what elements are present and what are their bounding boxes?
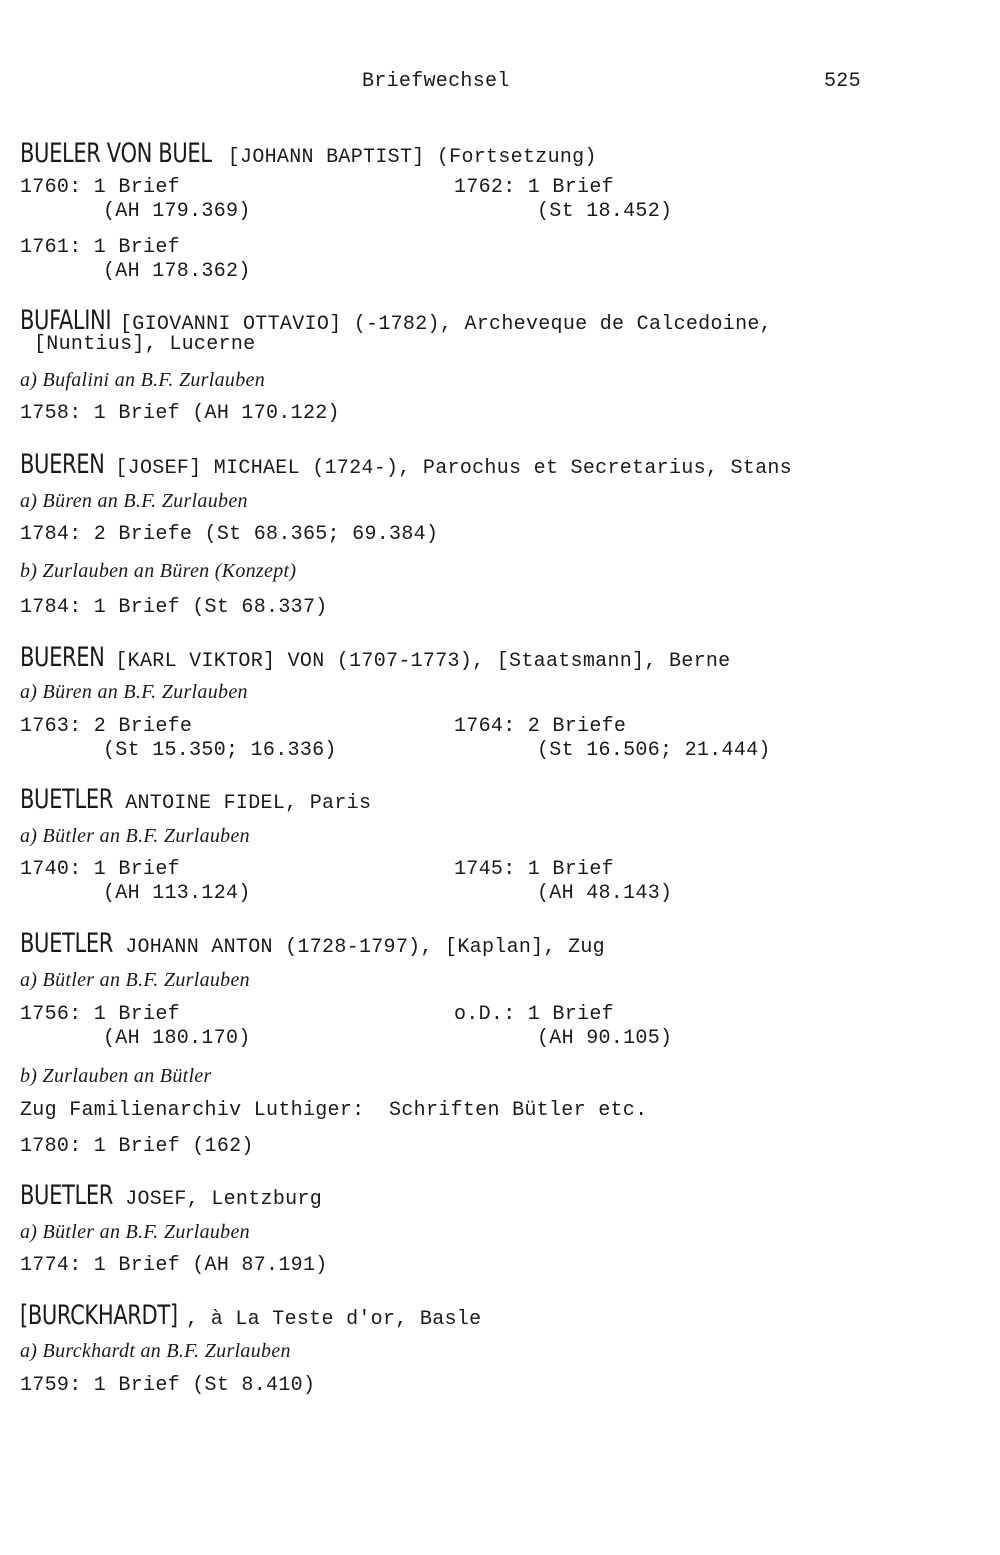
entry-details: [JOHANN BAPTIST] (Fortsetzung) bbox=[227, 146, 597, 169]
correspondence-direction: a) Büren an B.F. Zurlauben bbox=[20, 681, 248, 703]
letter-count: 1740: 1 Brief bbox=[20, 858, 180, 881]
archive-reference: (St 18.452) bbox=[537, 200, 673, 223]
entry-heading bbox=[20, 1181, 322, 1215]
letter-line: 1784: 1 Brief (St 68.337) bbox=[20, 596, 328, 619]
entry-heading bbox=[20, 139, 597, 173]
entry-details: JOSEF, Lentzburg bbox=[125, 1188, 323, 1211]
entry-name: BUEREN bbox=[20, 449, 105, 480]
entry-heading bbox=[20, 643, 730, 677]
letter-count: o.D.: 1 Brief bbox=[454, 1003, 614, 1026]
correspondence-direction: a) Bufalini an B.F. Zurlauben bbox=[20, 369, 265, 391]
entry-name: BUEREN bbox=[20, 642, 105, 673]
archive-source-line: Zug Familienarchiv Luthiger: Schriften Bütler etc. bbox=[20, 1099, 648, 1122]
archive-reference: (AH 180.170) bbox=[103, 1027, 251, 1050]
page-number: 525 bbox=[824, 70, 861, 93]
letter-count: 1745: 1 Brief bbox=[454, 858, 614, 881]
correspondence-direction: a) Bütler an B.F. Zurlauben bbox=[20, 969, 250, 991]
archive-reference: (AH 178.362) bbox=[103, 260, 251, 283]
letter-line: 1759: 1 Brief (St 8.410) bbox=[20, 1374, 316, 1397]
correspondence-direction: b) Zurlauben an Bütler bbox=[20, 1065, 212, 1087]
entry-details: JOHANN ANTON (1728-1797), [Kaplan], Zug bbox=[125, 936, 605, 959]
entry-heading bbox=[20, 929, 605, 963]
archive-reference: (AH 113.124) bbox=[103, 882, 251, 905]
letter-count: 1762: 1 Brief bbox=[454, 176, 614, 199]
archive-reference: (AH 179.369) bbox=[103, 200, 251, 223]
letter-line: 1780: 1 Brief (162) bbox=[20, 1135, 254, 1158]
correspondence-direction: a) Burckhardt an B.F. Zurlauben bbox=[20, 1340, 291, 1362]
letter-line: 1758: 1 Brief (AH 170.122) bbox=[20, 402, 340, 425]
entry-name: [BURCKHARDT] bbox=[20, 1300, 178, 1331]
archive-reference: (St 15.350; 16.336) bbox=[103, 739, 337, 762]
archive-reference: (AH 48.143) bbox=[537, 882, 673, 905]
letter-count: 1756: 1 Brief bbox=[20, 1003, 180, 1026]
entry-name: BUETLER bbox=[20, 928, 113, 959]
running-title: Briefwechsel bbox=[362, 70, 510, 93]
entry-name: BUETLER bbox=[20, 784, 113, 815]
letter-line: 1774: 1 Brief (AH 87.191) bbox=[20, 1254, 328, 1277]
correspondence-direction: a) Bütler an B.F. Zurlauben bbox=[20, 1221, 250, 1243]
letter-count: 1761: 1 Brief bbox=[20, 236, 180, 259]
entry-heading bbox=[20, 450, 792, 484]
archive-reference: (St 16.506; 21.444) bbox=[537, 739, 771, 762]
letter-line: 1784: 2 Briefe (St 68.365; 69.384) bbox=[20, 523, 439, 546]
entry-name: BUELER VON BUEL bbox=[20, 138, 212, 169]
correspondence-direction: a) Büren an B.F. Zurlauben bbox=[20, 490, 248, 512]
letter-count: 1763: 2 Briefe bbox=[20, 715, 193, 738]
entry-details: [GIOVANNI OTTAVIO] (-1782), Archeveque de Calcedoine, bbox=[119, 313, 772, 336]
entry-details: [JOSEF] MICHAEL (1724-), Parochus et Secretarius, Stans bbox=[115, 457, 792, 480]
entry-name: BUETLER bbox=[20, 1180, 113, 1211]
correspondence-direction: a) Bütler an B.F. Zurlauben bbox=[20, 825, 250, 847]
correspondence-direction: b) Zurlauben an Büren (Konzept) bbox=[20, 560, 297, 582]
entry-details: , à La Teste d'or, Basle bbox=[186, 1308, 482, 1331]
letter-count: 1764: 2 Briefe bbox=[454, 715, 627, 738]
entry-heading bbox=[20, 785, 371, 819]
entry-details: ANTOINE FIDEL, Paris bbox=[125, 792, 372, 815]
letter-count: 1760: 1 Brief bbox=[20, 176, 180, 199]
entry-heading bbox=[20, 1301, 481, 1335]
entry-name: BUFALINI bbox=[20, 305, 112, 336]
archive-reference: (AH 90.105) bbox=[537, 1027, 673, 1050]
entry-details: [KARL VIKTOR] VON (1707-1773), [Staatsmann], Berne bbox=[115, 650, 731, 673]
entry-details-continued: [Nuntius], Lucerne bbox=[34, 333, 256, 356]
